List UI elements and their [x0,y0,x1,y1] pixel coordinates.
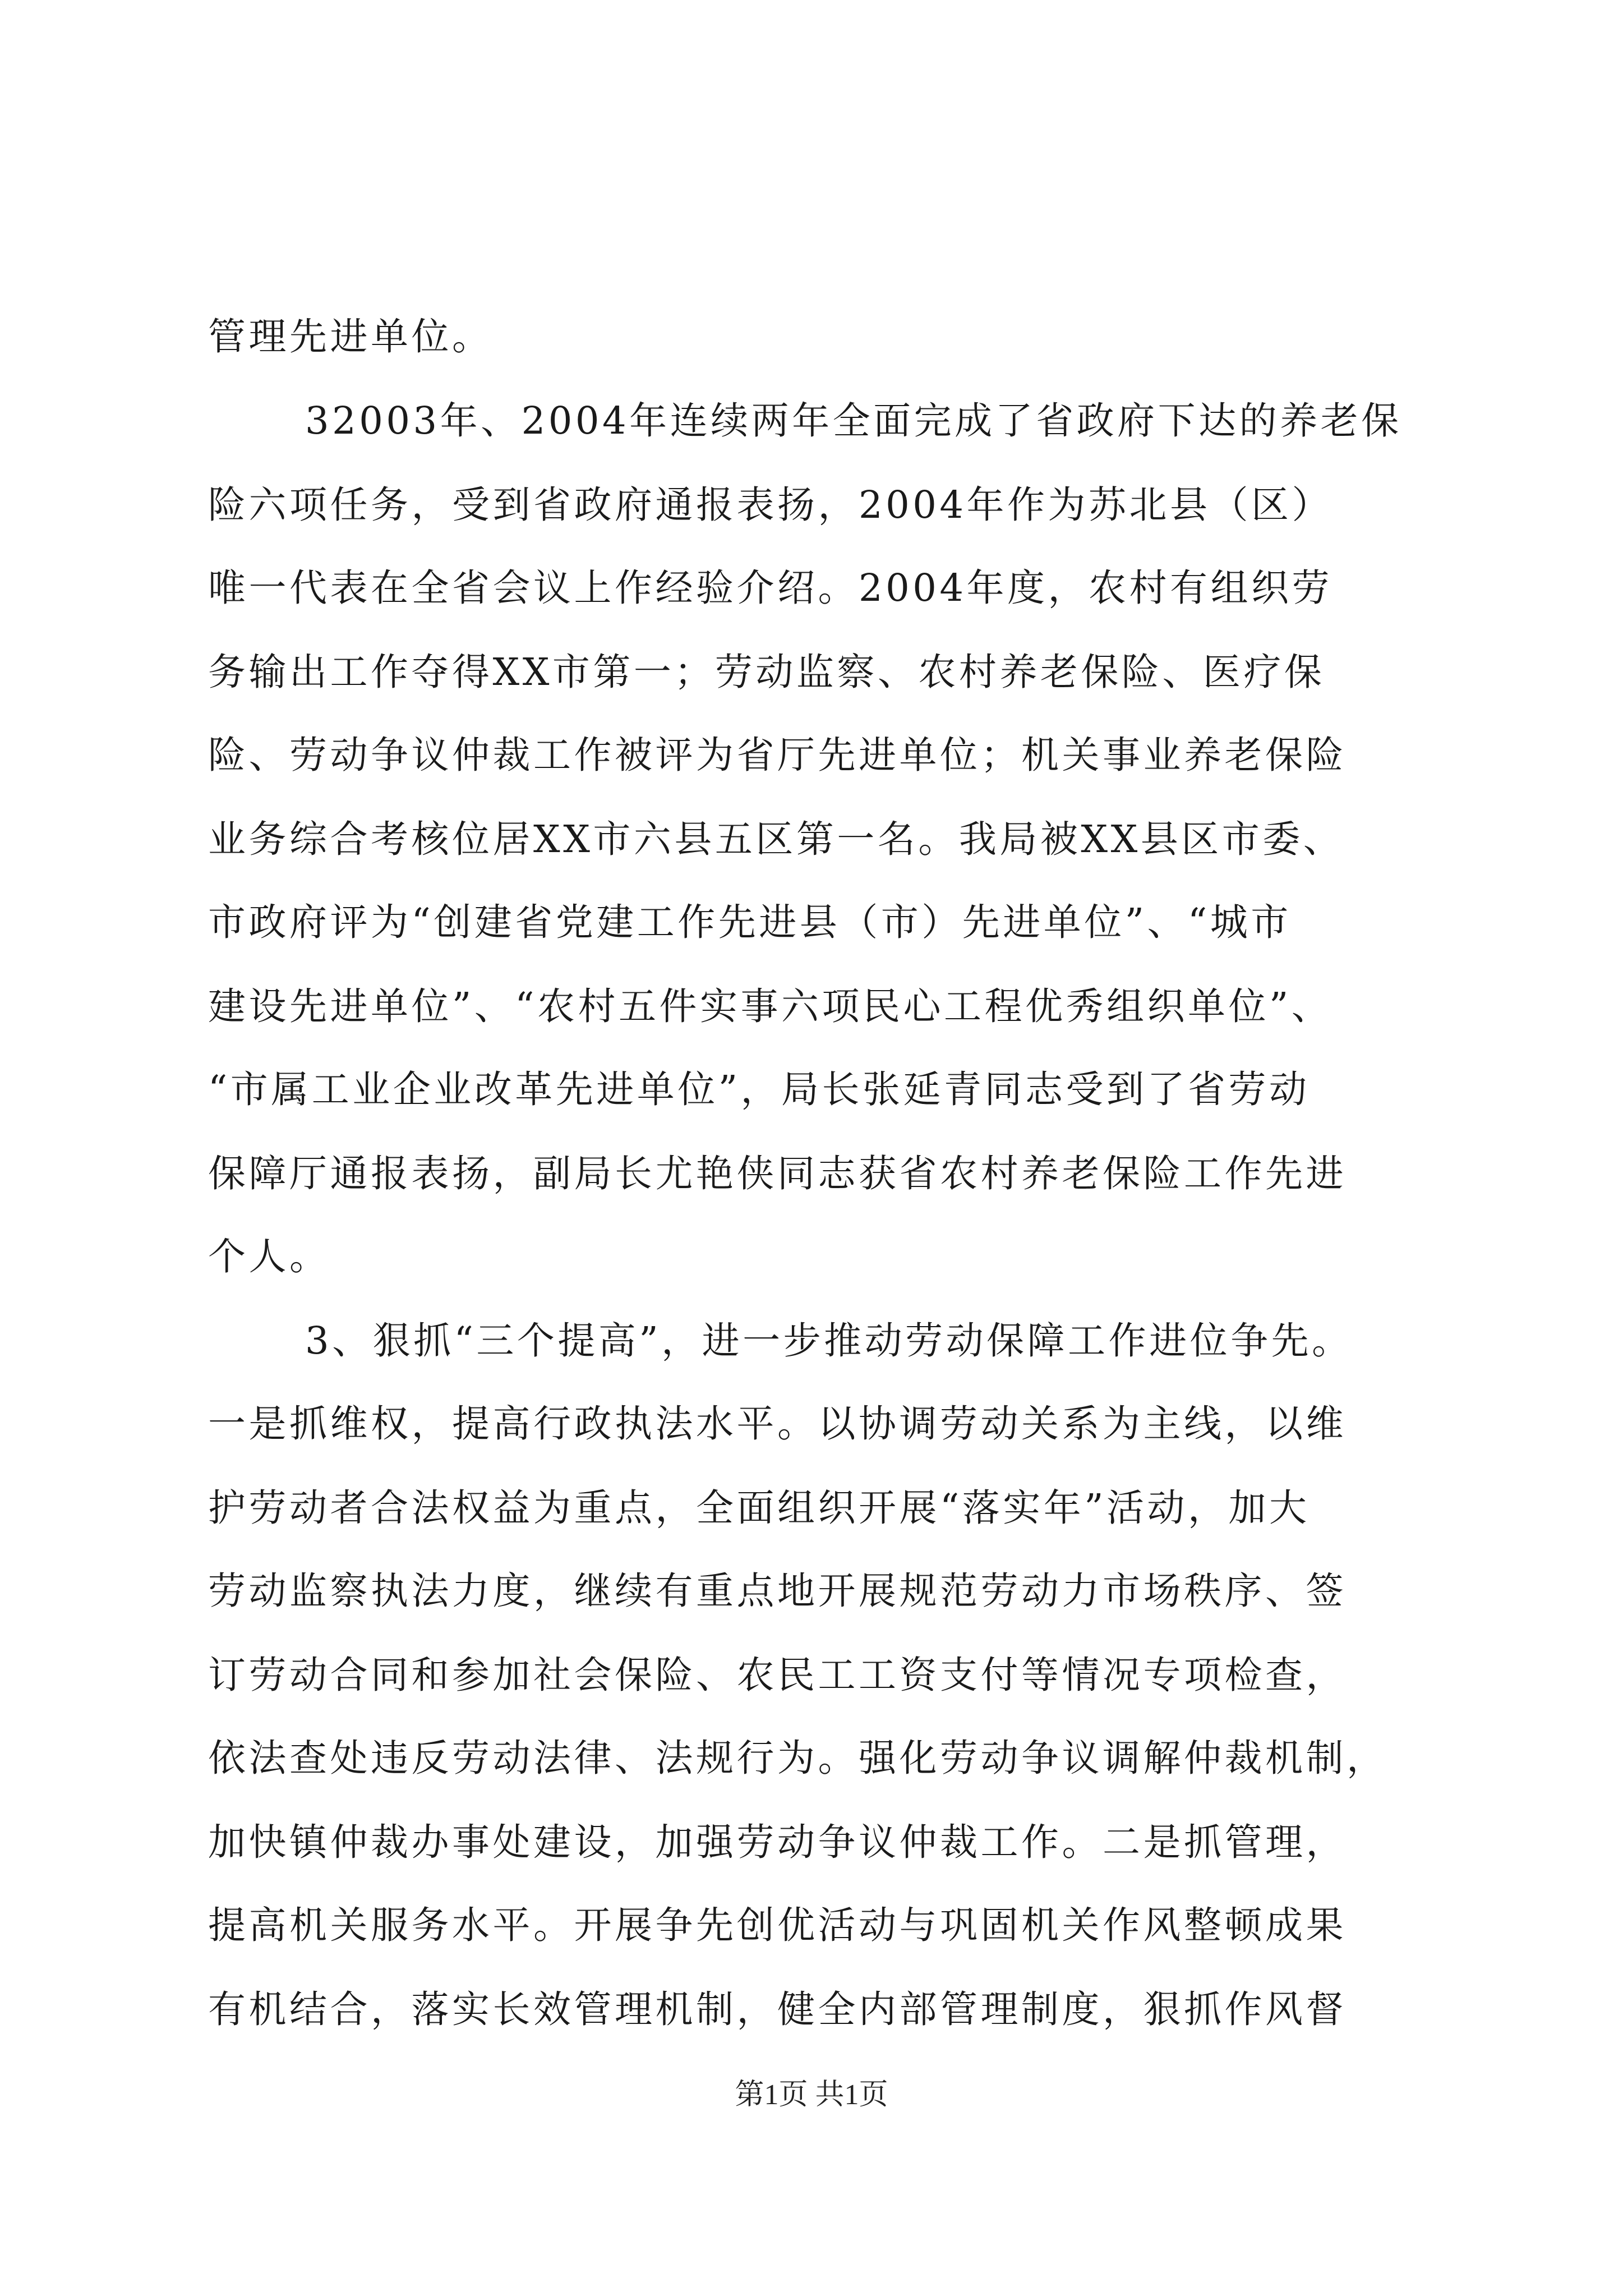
text-line: 劳动监察执法力度，继续有重点地开展规范劳动力市场秩序、签 [208,1569,1347,1613]
text-line: 订劳动合同和参加社会保险、农民工工资支付等情况专项检查， [208,1653,1347,1697]
text-line: 管理先进单位。 [208,315,493,358]
text-line: 依法查处违反劳动法律、法规行为。强化劳动争议调解仲裁机制， [208,1736,1387,1780]
text-line: 险、劳动争议仲裁工作被评为省厅先进单位；机关事业养老保险 [208,733,1347,777]
text-line: 唯一代表在全省会议上作经验介绍。2004年度，农村有组织劳 [208,566,1333,610]
page-footer: 第1页 共1页 [735,2079,888,2111]
text-line: 加快镇仲裁办事处建设，加强劳动争议仲裁工作。二是抓管理， [208,1820,1347,1864]
text-line: 提高机关服务水平。开展争先创优活动与巩固机关作风整顿成果 [208,1903,1347,1947]
paragraph-first-line: 32003年、2004年连续两年全面完成了省政府下达的养老保 [305,399,1402,443]
text-line: 护劳动者合法权益为重点，全面组织开展“落实年”活动，加大 [208,1486,1310,1530]
paragraph-first-line: 3、狠抓“三个提高”，进一步推动劳动保障工作进位争先。 [305,1319,1353,1363]
text-line: “市属工业企业改革先进单位”，局长张延青同志受到了省劳动 [208,1068,1310,1111]
text-line: 保障厅通报表扬，副局长尤艳侠同志获省农村养老保险工作先进 [208,1152,1347,1195]
text-line: 市政府评为“创建省党建工作先进县（市）先进单位”、“城市 [208,900,1292,944]
text-line: 一是抓维权，提高行政执法水平。以协调劳动关系为主线，以维 [208,1402,1347,1446]
text-line: 建设先进单位”、“农村五件实事六项民心工程优秀组织单位”、 [208,984,1332,1028]
text-line: 务输出工作夺得XX市第一；劳动监察、农村养老保险、医疗保 [208,650,1325,694]
text-line: 个人。 [208,1235,330,1278]
text-line: 险六项任务，受到省政府通报表扬，2004年作为苏北县（区） [208,483,1333,527]
text-line: 有机结合，落实长效管理机制，健全内部管理制度，狠抓作风督 [208,1987,1347,2031]
text-line: 业务综合考核位居XX市六县五区第一名。我局被XX县区市委、 [208,817,1344,861]
